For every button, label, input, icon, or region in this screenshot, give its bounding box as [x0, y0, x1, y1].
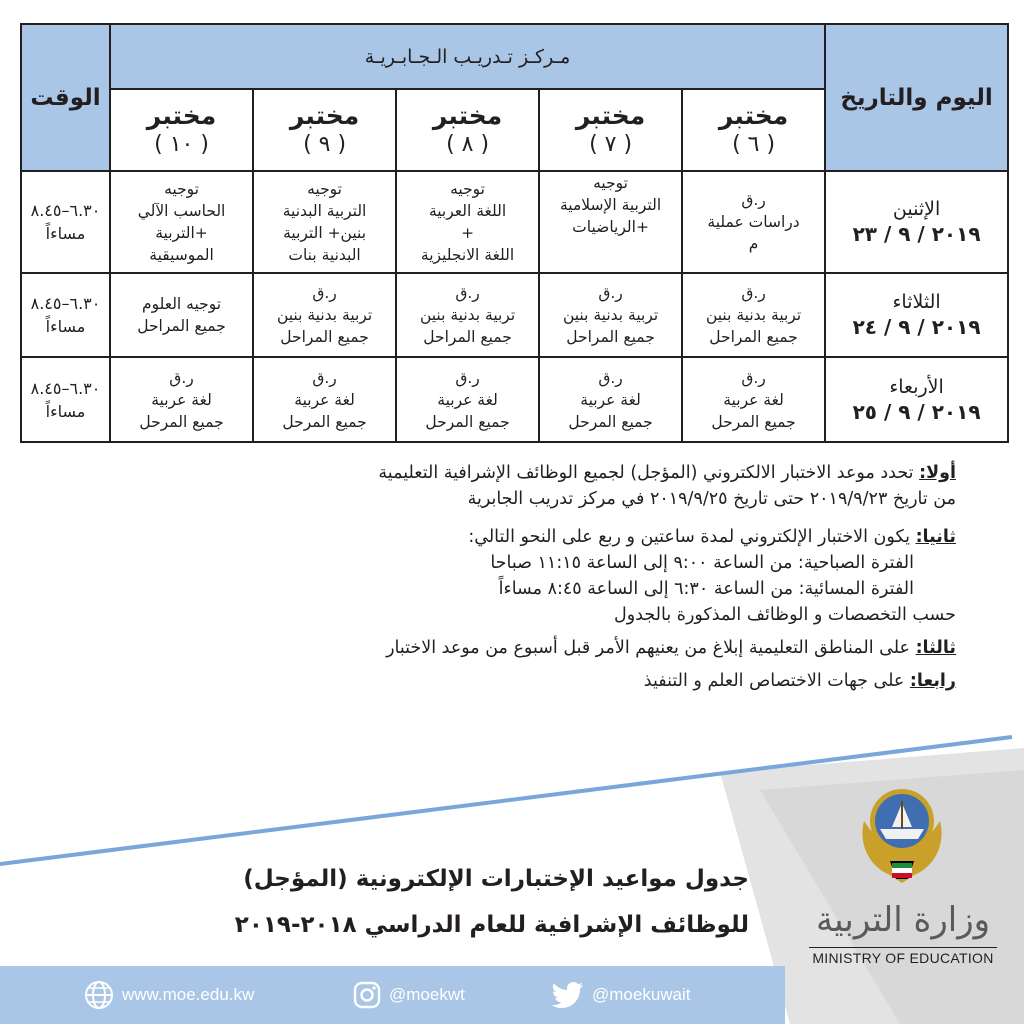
website-text: www.moe.edu.kw	[122, 985, 255, 1004]
table-row	[21, 171, 1008, 273]
exam-cell: ر.ق دراسات عملية م	[682, 171, 825, 273]
footer-title-line1: جدول مواعيد الإختبارات الإلكترونية (المؤجل)	[243, 866, 749, 892]
note-fourth-text: على جهات الاختصاص العلم و التنفيذ	[643, 671, 910, 691]
exam-cell: ر.ق تربية بدنية بنين جميع المراحل	[396, 273, 539, 357]
note-third-text: على المناطق التعليمية إبلاغ من يعنيهم الأمر قبل أسبوع من موعد الاختبار	[386, 638, 916, 658]
time-cell: ٦.٣٠–٨.٤٥ مساءاً	[21, 273, 110, 357]
instagram-text: @moekwt	[389, 985, 465, 1004]
ministry-logo-text	[803, 895, 1003, 966]
note-fourth-label: رابعا:	[909, 671, 956, 691]
lab-7-header: مختبر ( ٧ )	[539, 89, 682, 171]
day-cell: الأربعاء ٢٠١٩ / ٩ / ٢٥	[825, 357, 1008, 442]
time-header: الوقت	[21, 24, 110, 171]
lab-8-header: مختبر ( ٨ )	[396, 89, 539, 171]
twitter-link[interactable]	[552, 966, 691, 1024]
exam-cell: توجيه الحاسب الآلي +التربية الموسيقية	[110, 171, 253, 273]
day-date-header: اليوم والتاريخ	[825, 24, 1008, 171]
instagram-link[interactable]	[353, 966, 465, 1024]
exam-cell: توجيه التربية الإسلامية +الرياضيات	[539, 171, 682, 273]
twitter-text: @moekuwait	[592, 985, 691, 1004]
footer-title-line2: للوظائف الإشرافية للعام الدراسي ٢٠١٨-٢٠١٩	[234, 912, 749, 938]
exam-cell: ر.ق لغة عربية جميع المرحل	[539, 357, 682, 442]
note-fourth	[150, 668, 956, 694]
exam-cell: توجيه اللغة العربية + اللغة الانجليزية	[396, 171, 539, 273]
exam-cell: ر.ق لغة عربية جميع المرحل	[682, 357, 825, 442]
exam-cell: ر.ق تربية بدنية بنين جميع المراحل	[253, 273, 396, 357]
exam-cell: ر.ق تربية بدنية بنين جميع المراحل	[682, 273, 825, 357]
exam-cell: ر.ق لغة عربية جميع المرحل	[396, 357, 539, 442]
social-bar	[0, 966, 785, 1024]
note-second	[150, 524, 956, 550]
exam-cell: توجيه العلوم جميع المراحل	[110, 273, 253, 357]
note-first-text: تحدد موعد الاختبار الالكتروني (المؤجل) لجميع الوظائف الإشرافية التعليمية	[378, 463, 920, 483]
lab-9-header: مختبر ( ٩ )	[253, 89, 396, 171]
note-first-line2: من تاريخ ٢٠١٩/٩/٢٣ حتى تاريخ ٢٠١٩/٩/٢٥ في مركز تدريب الجابرية	[467, 489, 956, 509]
note-second-text: يكون الاختبار الإلكتروني لمدة ساعتين و ربع على النحو التالي:	[468, 527, 916, 547]
exam-cell: ر.ق لغة عربية جميع المرحل	[253, 357, 396, 442]
note-first	[150, 460, 956, 486]
exam-cell: ر.ق لغة عربية جميع المرحل	[110, 357, 253, 442]
ministry-name-arabic: وزارة التربية	[815, 900, 991, 940]
note-third-label: ثالثا:	[915, 638, 956, 658]
day-cell: الثلاثاء ٢٠١٩ / ٩ / ٢٤	[825, 273, 1008, 357]
website-link[interactable]	[84, 966, 254, 1024]
note-evening-period: الفترة المسائية: من الساعة ٦:٣٠ إلى الساعة ٨:٤٥ مساءاً	[498, 579, 914, 599]
training-center-header: مـركـز تـدريـب الـجـابـريـة	[110, 24, 825, 89]
time-cell: ٦.٣٠–٨.٤٥ مساءاً	[21, 357, 110, 442]
note-second-line4: حسب التخصصات و الوظائف المذكورة بالجدول	[614, 605, 956, 625]
table-row	[21, 357, 1008, 442]
note-morning-period: الفترة الصباحية: من الساعة ٩:٠٠ إلى الساعة ١١:١٥ صباحا	[490, 553, 914, 573]
schedule-table	[20, 23, 1009, 443]
instagram-icon	[353, 981, 381, 1009]
exam-cell: ر.ق تربية بدنية بنين جميع المراحل	[539, 273, 682, 357]
ministry-name-english: MINISTRY OF EDUCATION	[812, 950, 994, 966]
time-cell: ٦.٣٠–٨.٤٥ مساءاً	[21, 171, 110, 273]
note-third	[150, 635, 956, 661]
note-first-label: أولا:	[919, 463, 956, 483]
globe-icon	[84, 980, 114, 1010]
day-cell: الإثنين ٢٠١٩ / ٩ / ٢٣	[825, 171, 1008, 273]
note-second-label: ثانيا:	[915, 527, 956, 547]
footer-title	[109, 856, 749, 948]
lab-6-header: مختبر ( ٦ )	[682, 89, 825, 171]
notes-section	[150, 460, 956, 694]
exam-cell: توجيه التربية البدنية بنين+ التربية البدنية بنات	[253, 171, 396, 273]
twitter-icon	[552, 981, 584, 1009]
table-row	[21, 273, 1008, 357]
kuwait-emblem-icon	[852, 783, 952, 893]
lab-10-header: مختبر ( ١٠ )	[110, 89, 253, 171]
